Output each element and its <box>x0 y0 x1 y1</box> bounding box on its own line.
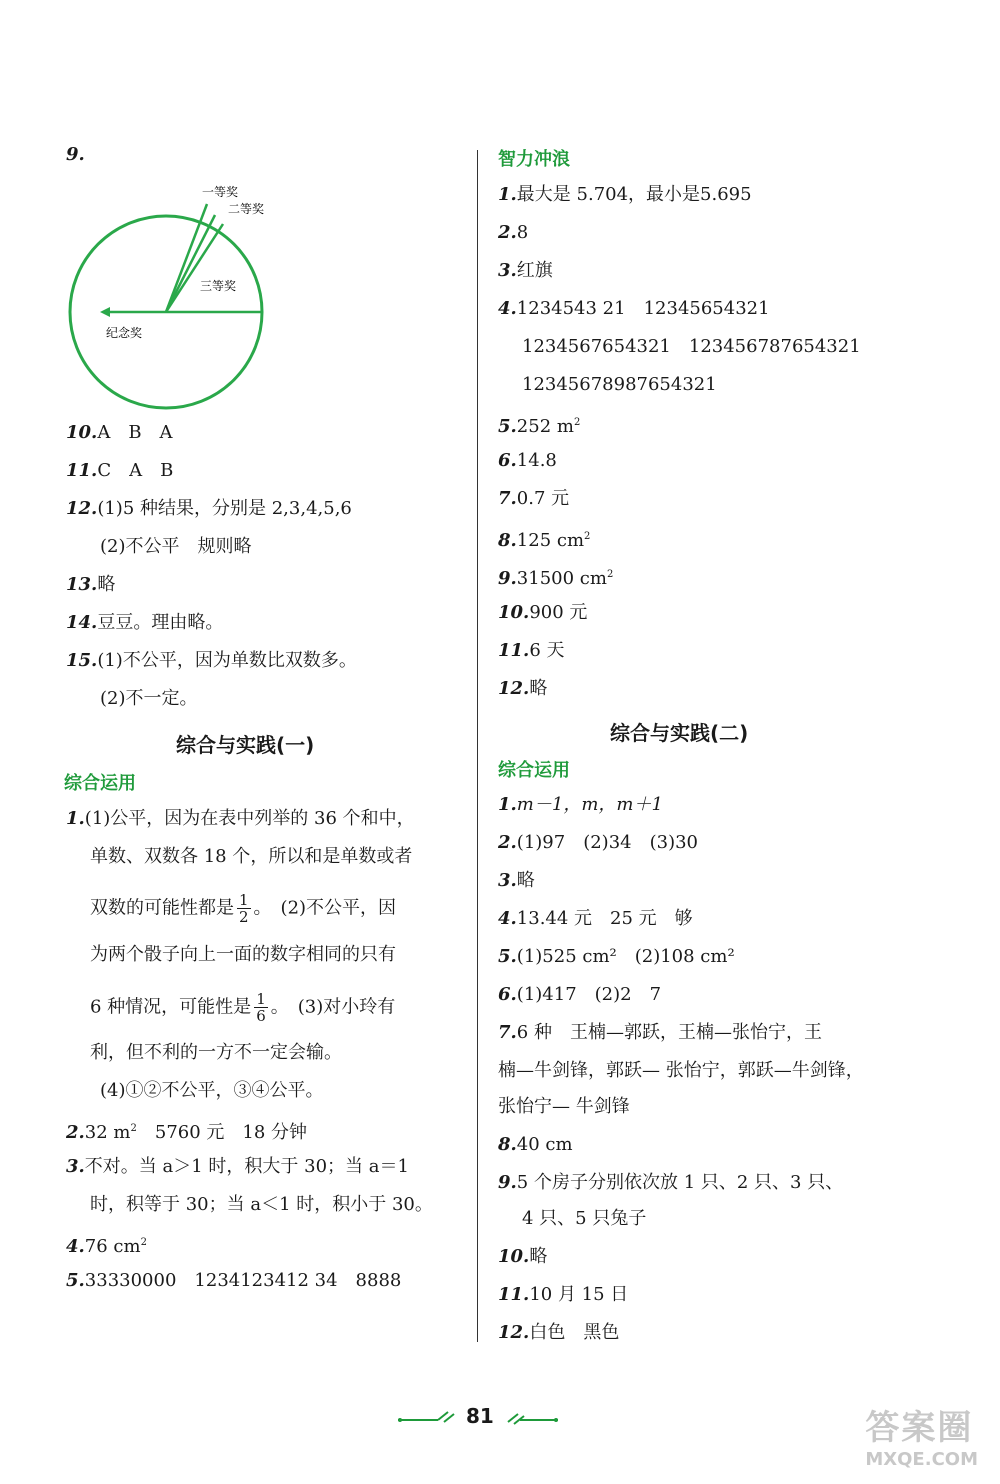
answer-line: 1234567654321 123456787654321 <box>522 336 861 357</box>
answer-line: 1.最大是 5.704，最小是5.695 <box>498 184 752 205</box>
column-divider <box>477 150 478 1342</box>
answer-line: 9.31500 $cm^2$ <box>498 568 614 589</box>
answer-line: 4.13.44 元 25 元 够 <box>498 908 693 929</box>
fraction-sixth: $\frac{1}{6}$ <box>256 990 266 1025</box>
answer-line: 楠—牛剑锋，郭跃— 张怡宁，郭跃—牛剑锋， <box>498 1060 864 1081</box>
answer-line: 9.5 个房子分别依次放 1 只、2 只、3 只、 <box>498 1172 844 1193</box>
answer-line: 双数的可能性都是 $\frac{1}{2}$ 。 (2)不公平，因 <box>90 891 397 926</box>
answer-line: 10.900 元 <box>498 602 588 623</box>
answer-line: 2.(1)97 (2)34 (3)30 <box>498 832 699 853</box>
answer-line: 12.(1)5 种结果，分别是 2,3,4,5,6 <box>66 498 352 519</box>
answer-line: 6.(1)417 (2)2 7 <box>498 984 662 1005</box>
answer-line: (4)①②不公平，③④公平。 <box>100 1080 324 1101</box>
section-title-1: 综合与实践(一) <box>176 733 315 757</box>
answer-line: 2.8 <box>498 222 529 243</box>
answer-line: 3.红旗 <box>498 260 553 281</box>
answer-line: 12.白色 黑色 <box>498 1322 620 1343</box>
answer-line: 8.125 $cm^2$ <box>498 530 591 551</box>
answer-line: (2)不一定。 <box>100 688 198 709</box>
answer-line: (2)不公平 规则略 <box>100 536 252 557</box>
answer-line: 11.C A B <box>66 460 174 481</box>
answer-line: 5.33330000 1234123412 34 8888 <box>66 1270 402 1291</box>
section-subhead-challenge: 智力冲浪 <box>498 149 570 170</box>
watermark: 答案圈 MXQE.COM <box>865 1408 978 1470</box>
pie-label-second: 二等奖 <box>228 202 265 216</box>
section-title-2: 综合与实践(二) <box>610 721 749 745</box>
answer-line: 10.A B A <box>66 422 173 443</box>
answer-line: 4.76 $cm^2$ <box>66 1236 147 1257</box>
page-number: 81 <box>466 1404 494 1428</box>
section-subhead-2: 综合运用 <box>498 760 570 781</box>
q9-label: 9. <box>66 144 85 165</box>
answer-line: 12.略 <box>498 678 548 699</box>
section-subhead-1: 综合运用 <box>64 773 136 794</box>
answer-line: 7.0.7 元 <box>498 488 570 509</box>
answer-line: 15.(1)不公平，因为单数比双数多。 <box>66 650 357 671</box>
answer-line: 11.6 天 <box>498 640 565 661</box>
footer-ornament-left-icon <box>398 1408 460 1428</box>
footer-ornament-right-icon <box>498 1408 560 1428</box>
answer-line: 6 种情况，可能性是 $\frac{1}{6}$ 。 (3)对小玲有 <box>90 990 396 1025</box>
answer-line: 时，积等于 30；当 a＜1 时，积小于 30。 <box>90 1194 433 1215</box>
pie-label-souvenir: 纪念奖 <box>106 326 143 340</box>
answer-line: 13.略 <box>66 574 116 595</box>
answer-line: 4 只、5 只兔子 <box>522 1208 647 1229</box>
answer-line: 利，但不利的一方不一定会输。 <box>90 1042 342 1063</box>
answer-line: 5.(1)525 cm² (2)108 cm² <box>498 946 735 967</box>
answer-line: 单数、双数各 18 个，所以和是单数或者 <box>90 846 413 867</box>
answer-line: 11.10 月 15 日 <box>498 1284 629 1305</box>
answer-line: 10.略 <box>498 1246 548 1267</box>
answer-line: 5.252 $m^2$ <box>498 416 581 437</box>
arrow-head-icon <box>100 307 110 317</box>
pie-label-first: 一等奖 <box>202 185 239 199</box>
pie-radius-second <box>166 215 215 312</box>
answer-line: 14.豆豆。理由略。 <box>66 612 224 633</box>
answer-line: 3.略 <box>498 870 535 891</box>
answer-line: 为两个骰子向上一面的数字相同的只有 <box>90 944 396 965</box>
prize-pie-chart <box>60 180 280 410</box>
answer-line: 6.14.8 <box>498 450 557 471</box>
pie-label-third: 三等奖 <box>200 279 237 293</box>
answer-line: 3.不对。当 a＞1 时，积大于 30；当 a＝1 <box>66 1156 409 1177</box>
answer-line: 1.(1)公平，因为在表中列举的 36 个和中， <box>66 808 415 829</box>
answer-line: 8.40 cm <box>498 1134 573 1155</box>
answer-line: 4.1234543 21 12345654321 <box>498 298 770 319</box>
answer-line: 2.32 $m^2$ 5760 元 18 分钟 <box>66 1122 308 1143</box>
answer-line: 12345678987654321 <box>522 374 717 395</box>
fraction-half: $\frac{1}{2}$ <box>239 891 249 926</box>
answer-line: 7.6 种 王楠—郭跃，王楠—张怡宁，王 <box>498 1022 822 1043</box>
answer-line: 张怡宁— 牛剑锋 <box>498 1096 630 1117</box>
answer-line: 1.m－1，m，m＋1 <box>498 794 663 815</box>
